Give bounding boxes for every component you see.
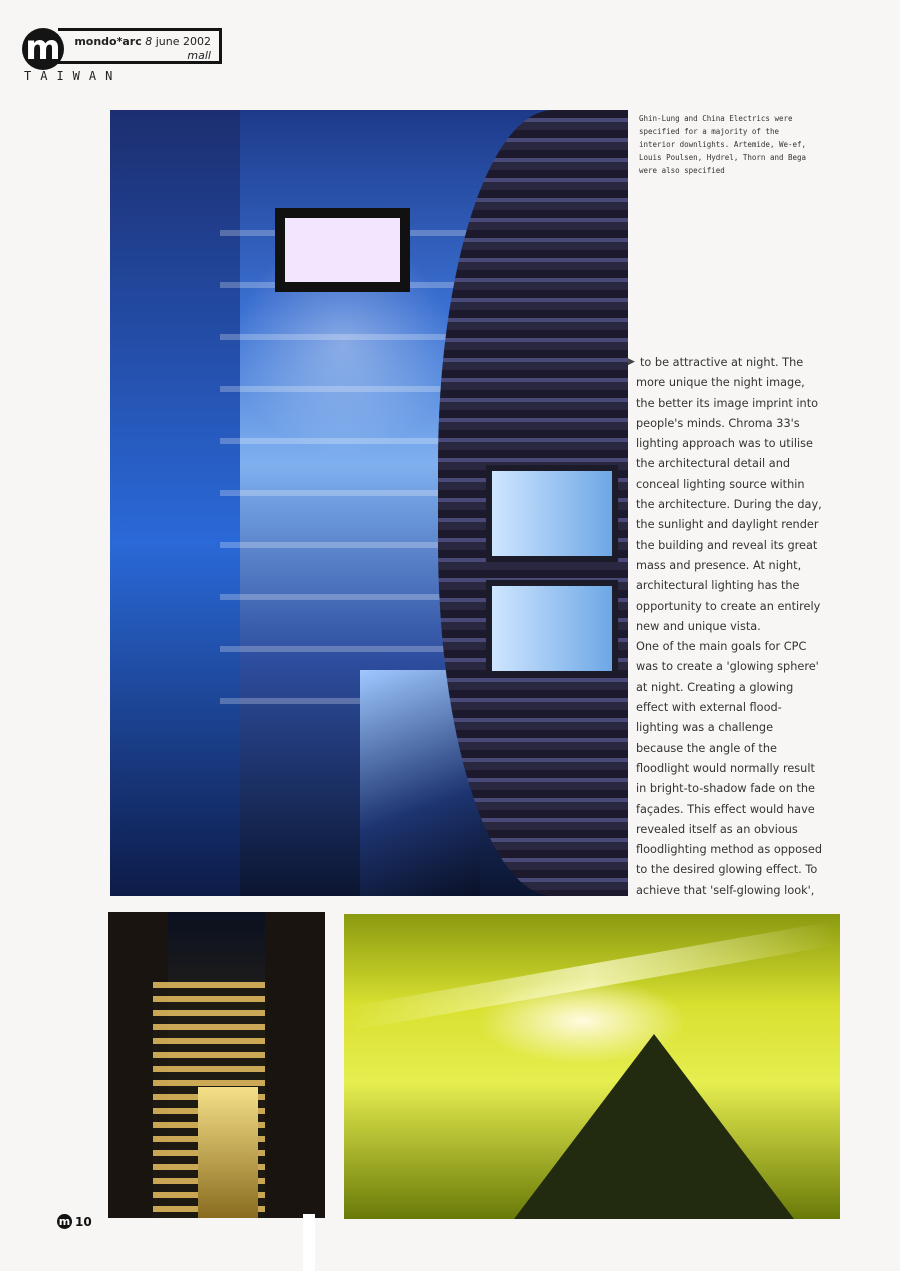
continuation-arrow-icon: ▶ (628, 356, 635, 366)
magazine-logo: m (22, 28, 64, 70)
escalator-belt (514, 1034, 794, 1219)
issue-number: 8 (145, 35, 153, 48)
facade-right-wing (265, 912, 325, 1218)
gutter-divider (303, 1214, 315, 1271)
facade-entrance (198, 1087, 258, 1218)
page-number: 10 (75, 1214, 92, 1229)
article-body (636, 353, 822, 901)
atrium-video-screen (275, 208, 410, 292)
light-streak (346, 921, 839, 1031)
mall-facade-photo (108, 912, 325, 1218)
body-paragraph: One of the main goals for CPC was to create a 'glowing sphere' at night. Creating a glowing effect with external flood-lighting was a challenge because the angle of the floodlight would normally result in bright-to-shadow fade on the façades. This effect would have revealed itself as an obvious floodlighting method as opposed to the desired glowing effect. To achieve that 'self-glowing look', (636, 640, 822, 897)
masthead-issue-line (74, 35, 211, 48)
body-paragraph: to be attractive at night. The more unique the night image, the better its image imprint into people's minds. Chroma 33's lighting approach was to utilise the architectural detail and conceal lighting source within the architecture. During the day, the sunlight and daylight render the building and reveal its great mass and presence. At night, architectural lighting has the opportunity to create an entirely new and unique vista. (636, 356, 822, 633)
section-name: mall (187, 49, 211, 62)
escalator-photo (344, 914, 840, 1219)
page-folio (57, 1214, 92, 1229)
region-label: TAIWAN (24, 69, 122, 83)
photo-caption: Ghin-Lung and China Electrics were specified for a majority of the interior downlights. Artemide, We-ef, Louis Poulsen, Hydrel, Thorn and Bega were also specified (639, 114, 807, 175)
issue-date: june 2002 (155, 35, 211, 48)
tower-window (486, 580, 618, 677)
masthead (58, 28, 222, 64)
brand-name: mondo*arc (74, 35, 142, 48)
tower-window (486, 465, 618, 562)
atrium-photo (110, 110, 628, 896)
folio-logo-icon: m (58, 1215, 71, 1228)
